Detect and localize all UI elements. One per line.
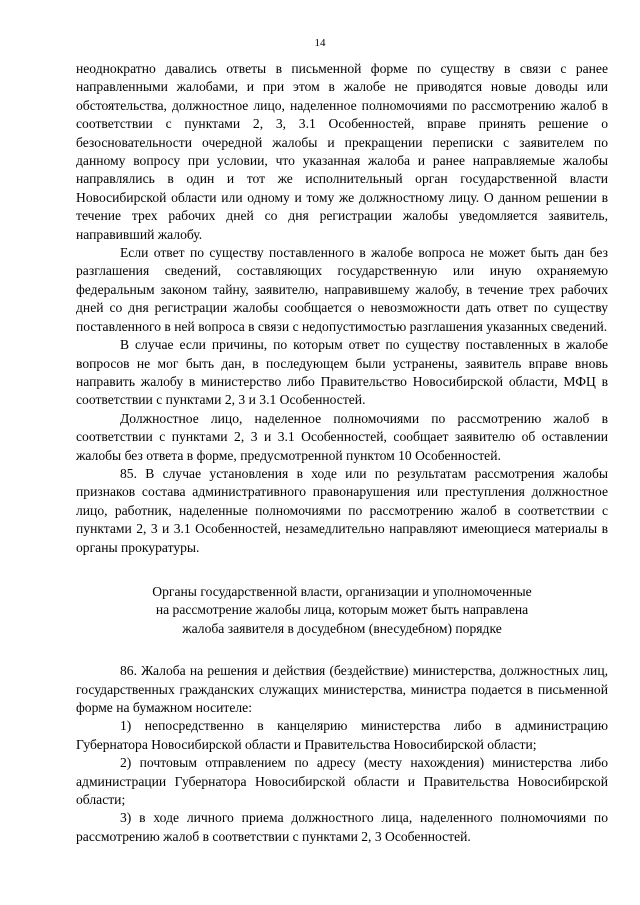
paragraph-no-answer: Должностное лицо, наделенное полномочиями по рассмотрению жалоб в соответствии с пунктами 2, 3 и 3.1 Особенностей, сообщает заявителю об оставлении жалобы без ответа в форме, предусмотренной пунктом 10 Особенностей. — [76, 410, 608, 463]
document-body — [76, 60, 608, 846]
section-heading — [76, 583, 608, 638]
list-item-1: 1) непосредственно в канцелярию министерства либо в администрацию Губернатора Новосибирской области и Правительства Новосибирской области; — [76, 718, 608, 752]
section-heading-line-1: Органы государственной власти, организации и уполномоченные — [152, 583, 532, 599]
section-heading-line-3: жалоба заявителя в досудебном (внесудебном) порядке — [182, 620, 502, 636]
paragraph-complaint-decision: неоднократно давались ответы в письменной форме по существу в связи с ранее направленными жалобами, и при этом в жалобе не приводятся новые доводы или обстоятельства, должностное лицо, наделенное полномочиями по рассмотрению жалоб в соответствии с пунктами 2, 3, 3.1 Особенностей, вправе принять решение о безосновательности очередной жалобы и прекращении переписки с заявителем по данному вопросу при условии, что указанная жалоба и ранее направляемые жалобы направлялись в один и тот же исполнительный орган государственной власти Новосибирской области или одному и тому же должностному лицу. О данном решении в течение трех рабочих дней со дня регистрации жалобы уведомляется заявитель, направивший жалобу. — [76, 61, 608, 242]
paragraph-item-86: 86. Жалоба на решения и действия (бездействие) министерства, должностных лиц, государственных гражданских служащих министерства, министра подается в письменной форме на бумажном носителе: — [76, 663, 608, 715]
paragraph-resubmission: В случае если причины, по которым ответ по существу поставленных в жалобе вопросов не мог быть дан, в последующем были устранены, заявитель вправе вновь направить жалобу в министерство либо Правительство Новосибирской области, МФЦ в соответствии с пунктами 2, 3 и 3.1 Особенностей. — [76, 337, 608, 408]
paragraph-item-85: 85. В случае установления в ходе или по результатам рассмотрения жалобы признаков состава административного правонарушения или преступления должностное лицо, работник, наделенные полномочиями по рассмотрению жалоб в соответствии с пунктами 2, 3 и 3.1 Особенностей, незамедлительно направляют имеющиеся материалы в органы прокуратуры. — [76, 465, 608, 555]
section-heading-line-2: на рассмотрение жалобы лица, которым может быть направлена — [155, 602, 529, 618]
page-number: 14 — [314, 37, 326, 49]
list-item-3: 3) в ходе личного приема должностного лица, наделенного полномочиями по рассмотрению жалоб в соответствии с пунктами 2, 3 Особенностей. — [76, 810, 608, 844]
paragraph-secret-info: Если ответ по существу поставленного в жалобе вопроса не может быть дан без разглашения сведений, составляющих государственную или иную охраняемую федеральным законом тайну, заявителю, направившему жалобу, в течение трех рабочих дней со дня регистрации жалобы сообщается о невозможности дать ответ по существу поставленного в ней вопроса в связи с недопустимостью разглашения указанных сведений. — [76, 245, 608, 334]
list-item-2: 2) почтовым отправлением по адресу (месту нахождения) министерства либо администрации Губернатора Новосибирской области и Правительства Новосибирской области; — [76, 755, 608, 808]
